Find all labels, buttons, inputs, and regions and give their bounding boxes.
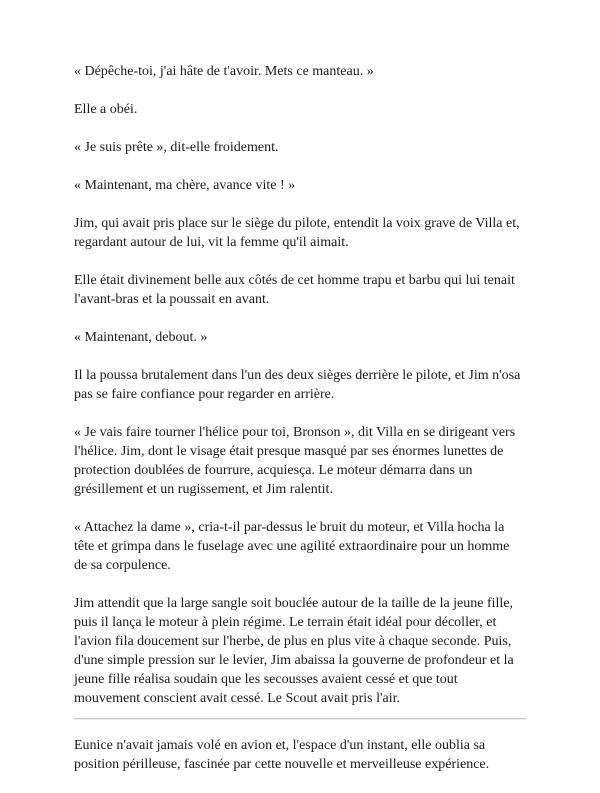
paragraph: Jim, qui avait pris place sur le siège du pilote, entendit la voix grave de Villa et, regardant autour de lui, vit la femme qu'il aimait.	[74, 216, 520, 250]
paragraph: « Maintenant, debout. »	[74, 330, 208, 345]
document-page	[74, 62, 526, 793]
section-divider	[74, 718, 526, 720]
paragraph: « Attachez la dame », cria-t-il par-dessus le bruit du moteur, et Villa hocha la tête et grimpa dans le fuselage avec une agilité extraordinaire pour un homme de sa corpulence.	[74, 520, 510, 573]
paragraph: Elle était divinement belle aux côtés de cet homme trapu et barbu qui lui tenait l'avant-bras et la poussait en avant.	[74, 273, 515, 307]
paragraph: « Maintenant, ma chère, avance vite ! »	[74, 178, 296, 193]
paragraph: Elle a obéi.	[74, 102, 138, 117]
paragraph: « Je suis prête », dit-elle froidement.	[74, 140, 279, 155]
paragraph: « Dépêche-toi, j'ai hâte de t'avoir. Mets ce manteau. »	[74, 64, 374, 79]
paragraph: « Je vais faire tourner l'hélice pour toi, Bronson », dit Villa en se dirigeant vers l'hélice. Jim, dont le visage était presque masqué par ses énormes lunettes de protection doublées de fourrure, acquiesça. Le moteur démarra dans un grésillement et un rugissement, et Jim ralentit.	[74, 425, 516, 497]
paragraph: Jim attendit que la large sangle soit bouclée autour de la taille de la jeune fille, puis il lança le moteur à plein régime. Le terrain était idéal pour décoller, et l'avion fila doucement sur l'herbe, de plus en plus vite à chaque seconde. Puis, d'une simple pression sur le levier, Jim abaissa la gouverne de profondeur et la jeune fille réalisa soudain que les secousses avaient cessé et que tout mouvement conscient avait cessé. Le Scout avait pris l'air.	[74, 596, 514, 706]
paragraph: Il la poussa brutalement dans l'un des deux sièges derrière le pilote, et Jim n'osa pas se faire confiance pour regarder en arrière.	[74, 368, 521, 402]
paragraph: Eunice n'avait jamais volé en avion et, l'espace d'un instant, elle oublia sa position périlleuse, fascinée par cette nouvelle et merveilleuse expérience.	[74, 738, 490, 772]
